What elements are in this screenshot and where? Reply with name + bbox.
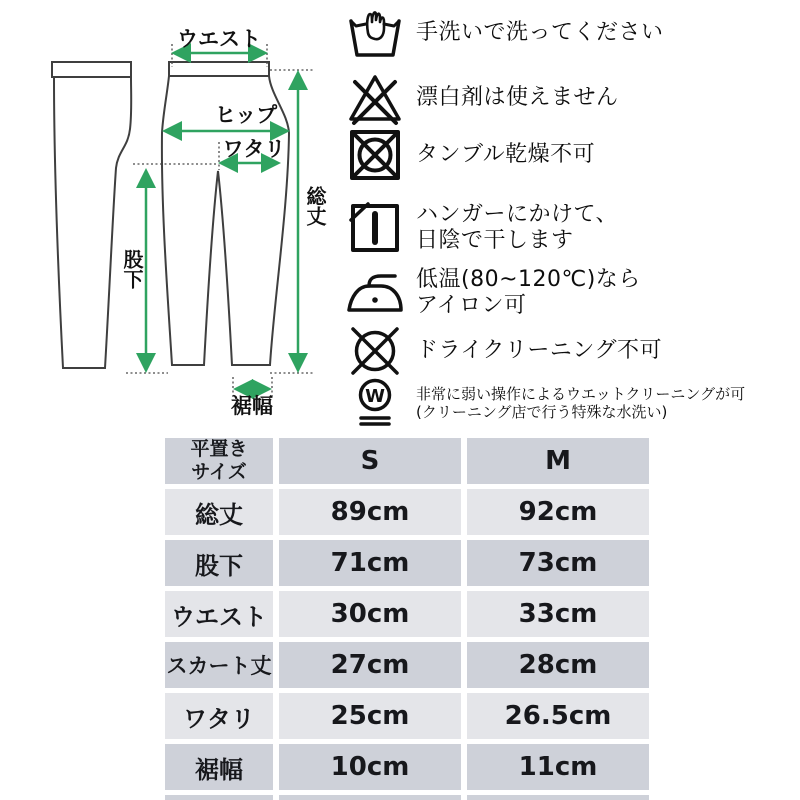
row-value-s: 27cm — [279, 642, 461, 688]
care-line: (クリーニング店で行う特殊な水洗い) — [416, 403, 668, 421]
care-text — [416, 267, 641, 319]
header-line: サイズ — [191, 461, 247, 483]
no-dry-clean-icon — [346, 323, 404, 379]
hip-label: ヒップ — [214, 103, 278, 127]
care-instructions — [346, 0, 800, 436]
row-label: ワタリ — [165, 693, 273, 739]
wet-clean-w-glyph: W — [365, 386, 385, 407]
care-line: アイロン可 — [416, 293, 527, 318]
iron-low-temp-icon — [346, 265, 404, 321]
care-row-handwash — [346, 4, 664, 62]
size-table-header-sizes — [165, 438, 273, 484]
care-line: 手洗いで洗ってください — [416, 20, 664, 46]
row-label: 股下 — [165, 540, 273, 586]
care-line: 日陰で干します — [416, 228, 574, 253]
row-label: 裾幅 — [165, 744, 273, 790]
inseam-label: 股下 — [120, 249, 144, 289]
row-label: ウエスト — [165, 591, 273, 637]
hem-width-label: 裾幅 — [231, 394, 273, 418]
no-bleach-icon — [346, 70, 404, 126]
care-line: 漂白剤は使えません — [416, 85, 619, 111]
care-row-no-tumble-dry — [346, 126, 595, 184]
waist-label: ウエスト — [177, 27, 261, 51]
care-row-no-bleach — [346, 70, 619, 126]
row-value-m: 92cm — [467, 489, 649, 535]
care-row-iron-low — [346, 262, 641, 324]
row-value-m: 73cm — [467, 540, 649, 586]
care-text — [416, 338, 662, 364]
care-line: 低温(80~120℃)なら — [416, 267, 641, 293]
care-row-wet-clean — [346, 374, 745, 434]
size-table-header-s: S — [279, 438, 461, 484]
table-cutoff-row-segment — [467, 795, 649, 800]
no-tumble-dry-icon — [346, 127, 404, 183]
row-value-m: 11cm — [467, 744, 649, 790]
size-table-header-m: M — [467, 438, 649, 484]
care-line: ドライクリーニング不可 — [416, 338, 662, 364]
care-line: 非常に弱い操作によるウエットクリーニングが可 — [416, 385, 746, 404]
pants-measurement-diagram — [0, 0, 345, 430]
care-text — [416, 386, 745, 421]
care-line: タンブル乾燥不可 — [416, 142, 596, 168]
wet-clean-gentle-icon — [346, 376, 404, 432]
row-label: 総丈 — [165, 489, 273, 535]
pants-side-body — [54, 77, 131, 368]
care-row-hang-dry-shade — [346, 197, 618, 259]
pants-side-waistband — [52, 62, 131, 77]
care-text — [416, 20, 664, 46]
header-line: 平置き — [190, 438, 248, 461]
care-line: ハンガーにかけて、 — [416, 202, 619, 228]
row-value-s: 30cm — [279, 591, 461, 637]
handwash-icon — [346, 5, 404, 61]
care-text — [416, 142, 595, 168]
care-row-no-dry-clean — [346, 322, 662, 380]
pants-front-waistband — [169, 62, 269, 76]
row-value-s: 71cm — [279, 540, 461, 586]
row-value-s: 10cm — [279, 744, 461, 790]
table-cutoff-row-segment — [165, 795, 273, 800]
hang-dry-shade-icon — [346, 200, 404, 256]
row-value-s: 25cm — [279, 693, 461, 739]
pants-side-view — [52, 62, 131, 368]
watari-label: ワタリ — [222, 137, 286, 161]
row-value-m: 33cm — [467, 591, 649, 637]
care-text — [416, 202, 618, 254]
row-label: スカート丈 — [165, 642, 273, 688]
table-cutoff-row-segment — [279, 795, 461, 800]
total-length-label: 総丈 — [303, 186, 327, 226]
row-value-m: 26.5cm — [467, 693, 649, 739]
size-table — [165, 438, 649, 790]
row-value-m: 28cm — [467, 642, 649, 688]
care-text — [416, 85, 619, 111]
row-value-s: 89cm — [279, 489, 461, 535]
